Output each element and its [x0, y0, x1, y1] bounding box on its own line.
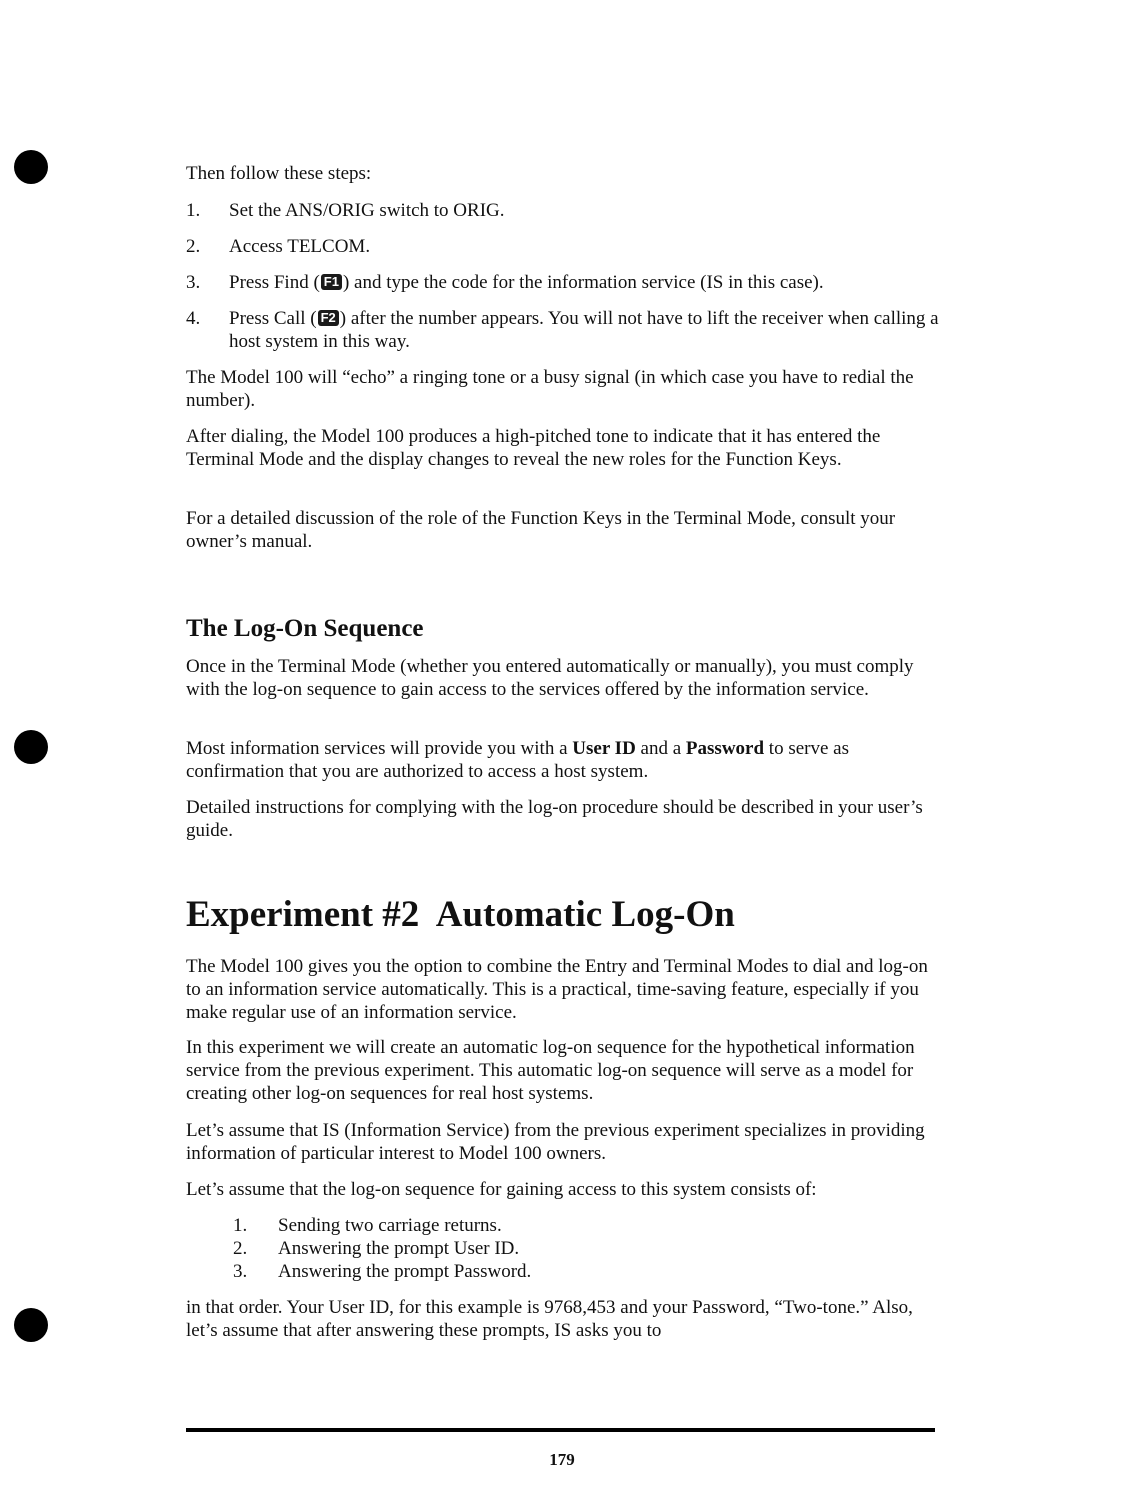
substep-1	[233, 1214, 933, 1237]
experiment-heading: Experiment #2 Automatic Log-On	[186, 894, 735, 935]
footer-rule	[186, 1428, 935, 1432]
step-text	[229, 307, 941, 353]
step-number: 4.	[186, 308, 201, 329]
text-run: Most information services will provide you with a	[186, 738, 573, 759]
logon-paragraph-3: Detailed instructions for complying with the log-on procedure should be described in your user’s guide.	[186, 797, 923, 841]
experiment-paragraph-4: Let’s assume that the log-on sequence for gaining access to this system consists of:	[186, 1179, 817, 1200]
step-3	[186, 271, 941, 294]
step-number: 1.	[186, 200, 201, 221]
step-text-pre: Press Call (	[229, 308, 317, 329]
substep-text: Answering the prompt Password.	[278, 1261, 532, 1282]
user-id-term: User ID	[572, 738, 636, 759]
text-run: to serve as confirmation that you are authorized to access a host system.	[186, 738, 849, 782]
binder-hole-bottom	[14, 1308, 48, 1342]
step-text-pre: Press Find (	[229, 272, 320, 293]
after-dialing-paragraph: After dialing, the Model 100 produces a high-pitched tone to indicate that it has entered the Terminal Mode and the display changes to reveal the new roles for the Function Keys.	[186, 426, 881, 470]
text-run: and a	[635, 738, 686, 759]
intro-text: Then follow these steps:	[186, 163, 372, 184]
substep-number: 2.	[233, 1238, 248, 1259]
step-4	[186, 307, 941, 353]
echo-paragraph: The Model 100 will “echo” a ringing tone or a busy signal (in which case you have to redial the number).	[186, 367, 914, 411]
password-term: Password	[685, 738, 765, 759]
f1-key-icon: F1	[321, 274, 342, 290]
logon-paragraph-1: Once in the Terminal Mode (whether you entered automatically or manually), you must comply with the log-on sequence to gain access to the services offered by the information service.	[186, 656, 914, 700]
detailed-discussion-paragraph: For a detailed discussion of the role of the Function Keys in the Terminal Mode, consult your owner’s manual.	[186, 508, 896, 552]
step-text: Access TELCOM.	[229, 236, 371, 257]
binder-hole-middle	[14, 730, 48, 764]
substep-text: Answering the prompt User ID.	[278, 1238, 520, 1259]
substep-text: Sending two carriage returns.	[278, 1215, 502, 1236]
binder-hole-top	[14, 150, 48, 184]
step-1	[186, 199, 941, 222]
experiment-paragraph-3: Let’s assume that IS (Information Service) from the previous experiment specializes in providing information of particular interest to Model 100 owners.	[186, 1120, 925, 1164]
page-number: 179	[549, 1450, 575, 1469]
experiment-paragraph-5: in that order. Your User ID, for this example is 9768,453 and your Password, “Two-tone.” Also, let’s assume that after answering these prompts, IS asks you to	[186, 1297, 913, 1341]
substep-number: 3.	[233, 1261, 248, 1282]
step-text-post: ) and type the code for the information service (IS in this case).	[342, 272, 824, 293]
logon-paragraph-2	[186, 737, 941, 783]
logon-sequence-heading: The Log-On Sequence	[186, 615, 424, 642]
step-number: 3.	[186, 272, 201, 293]
step-text-post: ) after the number appears. You will not have to lift the receiver when calling a host system in this way.	[229, 308, 939, 352]
step-2	[186, 235, 941, 258]
step-text	[229, 271, 941, 294]
substep-3	[233, 1260, 933, 1283]
step-number: 2.	[186, 236, 201, 257]
experiment-paragraph-1: The Model 100 gives you the option to combine the Entry and Terminal Modes to dial and log-on to an information service automatically. This is a practical, time-saving feature, especially if you make regular use of an information service.	[186, 956, 928, 1023]
substep-number: 1.	[233, 1215, 248, 1236]
f2-key-icon: F2	[318, 310, 339, 326]
step-text: Set the ANS/ORIG switch to ORIG.	[229, 200, 505, 221]
experiment-paragraph-2: In this experiment we will create an automatic log-on sequence for the hypothetical information service from the previous experiment. This automatic log-on sequence will serve as a model for creating other log-on sequences for real host systems.	[186, 1037, 915, 1104]
substep-2	[233, 1237, 933, 1260]
